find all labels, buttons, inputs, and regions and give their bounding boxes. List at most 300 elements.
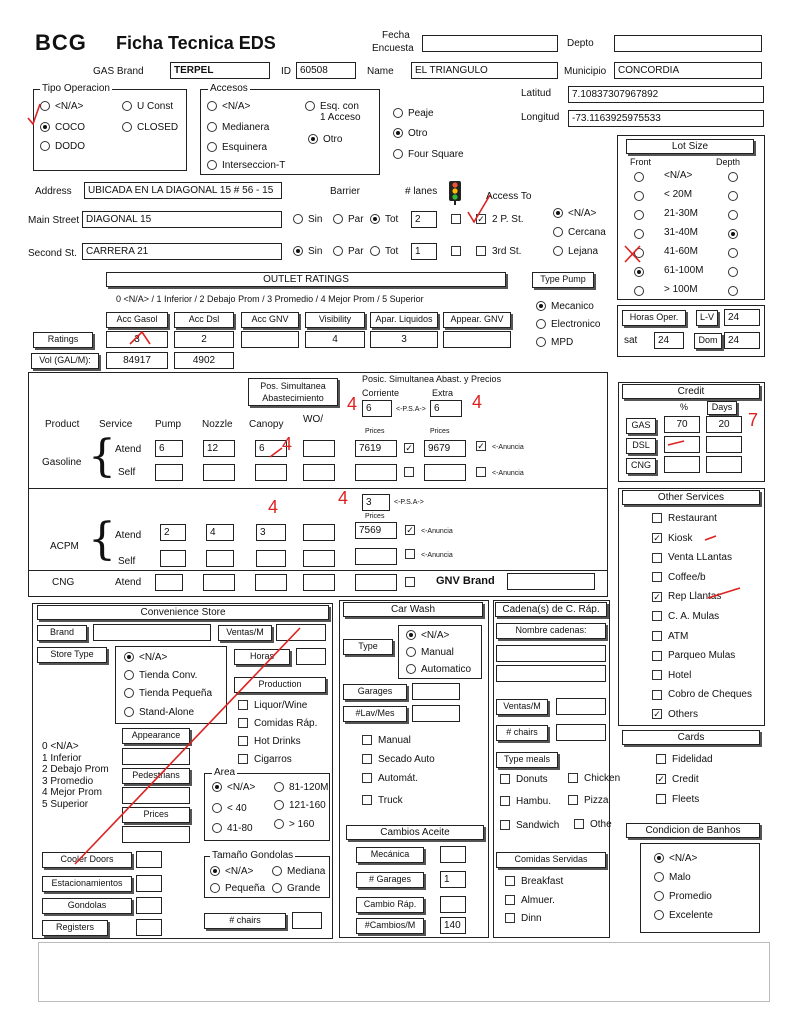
cw-secado-checkbox[interactable] [362, 754, 435, 765]
carwash-lav-field[interactable] [412, 705, 460, 722]
gas-self-canopy-field[interactable] [255, 464, 287, 481]
comida-breakfast-checkbox[interactable] [505, 876, 563, 887]
tipo-closed-radio[interactable] [122, 122, 178, 133]
gas-brand-label: GAS Brand [93, 66, 144, 77]
bcg-logo: BCG [35, 30, 87, 55]
tam-pequena-radio[interactable] [210, 883, 265, 894]
accesos-esq-radio[interactable] [305, 101, 359, 112]
access-lejana-label: Lejana [568, 246, 599, 257]
cng-wo-field[interactable] [303, 574, 335, 591]
second-sin-label: Sin [308, 246, 323, 257]
wo-header: WO/ [303, 414, 323, 425]
gas-self-pump-field[interactable] [155, 464, 183, 481]
second-tot-radio[interactable] [370, 246, 398, 257]
accesos-otro-label: Otro [323, 134, 343, 145]
service-checkbox-4[interactable] [652, 591, 721, 602]
service-check-box [652, 513, 662, 523]
banos-radio-1[interactable] [654, 872, 691, 883]
lot-depth-radio-6[interactable] [728, 286, 743, 297]
meal-chicken-label: Chicken [584, 773, 621, 784]
gondolas-label: Gondolas [42, 898, 132, 914]
area-label: Area [214, 767, 236, 778]
carwash-auto-label: Automatico [421, 664, 472, 675]
tipo-dodo-label: DODO [55, 141, 85, 152]
appearance-label: Appearance [122, 728, 190, 744]
service-check-box [652, 651, 662, 661]
tam-pequena-label: Pequeña [225, 883, 266, 894]
tipo-coco-radio[interactable] [40, 122, 85, 133]
cadena-ventas-field[interactable] [556, 698, 606, 715]
lot-front-radio-dot [634, 210, 644, 220]
service-checkbox-9[interactable] [652, 689, 752, 700]
lot-size-label-1: < 20M [664, 189, 693, 200]
access-cercana-radio[interactable] [553, 227, 606, 238]
area-na-label: <N/A> [227, 782, 256, 793]
service-checkbox-7[interactable] [652, 650, 735, 661]
gas-self-anuncia-checkbox[interactable] [476, 467, 524, 478]
vol-dsl-field[interactable]: 4902 [174, 352, 234, 369]
ink-credit-note: 7 [748, 410, 759, 430]
gas-anuncia-checkbox[interactable]: ✓ <-Anuncia [477, 441, 524, 452]
second-par-label: Par [348, 246, 364, 257]
banos-radio-3[interactable] [654, 910, 713, 921]
accesos-esquinera-radio[interactable] [207, 142, 267, 153]
cambio-rap-field[interactable] [440, 896, 466, 913]
lot-front-radio-dot [634, 229, 644, 239]
card-label-0: Fidelidad [672, 754, 713, 765]
second-lanes-field[interactable]: 1 [411, 243, 437, 260]
store-horas-field[interactable] [296, 648, 326, 665]
num-garages-field[interactable]: 1 [440, 871, 466, 888]
estacionamientos-label: Estacionamientos [42, 876, 132, 892]
cng-nozzle-field[interactable] [203, 574, 235, 591]
gas-self-anuncia-label: <-Anuncia [492, 470, 524, 477]
store-scale-2: 2 Debajo Prom [42, 764, 109, 775]
cw-secado-label: Secado Auto [378, 754, 435, 765]
carwash-na-radio[interactable] [406, 630, 449, 641]
num-cambios-field[interactable]: 140 [440, 917, 466, 934]
store-type-standalone-label: Stand-Alone [139, 707, 195, 718]
store-ventas-field[interactable] [276, 624, 326, 641]
peaje-radio[interactable] [393, 108, 434, 119]
registers-label: Registers [42, 920, 108, 936]
main-lanes-field[interactable]: 2 [411, 211, 437, 228]
gas-wo-field[interactable] [303, 440, 335, 457]
abastecimiento-text: Abastecimiento [262, 393, 324, 403]
gas-canopy-field[interactable]: 6 [255, 440, 287, 457]
gas-nozzle-field[interactable]: 12 [203, 440, 235, 457]
pump-electronico-label: Electronico [551, 319, 601, 330]
acpm-anuncia-checkbox[interactable]: ✓ <-Anuncia [406, 525, 453, 536]
fecha-label: Fecha [382, 30, 410, 41]
store-chairs-field[interactable] [292, 912, 322, 929]
peaje-otro-radio[interactable] [393, 128, 427, 139]
acpm-self-pump-field[interactable] [160, 550, 186, 567]
lot-front-radio-4[interactable] [634, 248, 649, 259]
depto-field[interactable] [614, 35, 762, 52]
acpm-price-field[interactable]: 7569 [355, 522, 397, 539]
carwash-title: Car Wash [343, 602, 483, 617]
main-barrier-checkbox[interactable] [451, 214, 467, 225]
access-na-label: <N/A> [568, 208, 597, 219]
tam-mediana-label: Mediana [287, 866, 326, 877]
rating-field-3[interactable]: 4 [305, 331, 365, 348]
gas-pump-field[interactable]: 6 [155, 440, 183, 457]
pedestrians-field[interactable] [122, 787, 190, 804]
card-checkbox-1[interactable] [656, 774, 699, 785]
area-81-120-radio[interactable] [274, 782, 328, 793]
service-header: Service [99, 419, 133, 430]
lv-field[interactable]: 24 [724, 309, 760, 326]
second-st-field[interactable]: CARRERA 21 [82, 243, 282, 260]
psa-label: <-P.S.A-> [396, 406, 426, 413]
lot-depth-radio-2[interactable] [728, 210, 743, 221]
lot-depth-radio-4[interactable] [728, 248, 743, 259]
second-st-label: Second St. [28, 248, 77, 259]
service-label-0: Restaurant [668, 513, 717, 524]
num-cambios-label: #Cambios/M [356, 918, 424, 934]
store-scale-1: 1 Inferior [42, 752, 82, 764]
service-checkbox-10[interactable] [652, 709, 698, 720]
meal-hambu-checkbox[interactable] [500, 796, 551, 807]
dom-label: Dom [694, 333, 722, 349]
cambios-aceite-title: Cambios Aceite [346, 825, 484, 840]
acpm-atend-label: Atend [115, 530, 142, 541]
tam-grande-label: Grande [287, 883, 321, 894]
acpm-self-nozzle-field[interactable] [206, 550, 234, 567]
nombre-cadenas-field-1[interactable] [496, 645, 606, 662]
fecha-encuesta-field[interactable] [422, 35, 558, 52]
cw-automat-checkbox[interactable] [362, 773, 418, 784]
type-pump-label: Type Pump [532, 272, 594, 288]
lot-front-radio-2[interactable] [634, 210, 649, 221]
four-square-radio[interactable] [393, 149, 464, 160]
cooler-doors-label: Cooler Doors [42, 852, 132, 868]
comida-dinn-label: Dinn [521, 913, 542, 924]
extra-field[interactable]: 6 [430, 400, 462, 417]
service-checkbox-6[interactable] [652, 631, 688, 642]
area-40-radio[interactable] [212, 803, 247, 814]
sat-field[interactable]: 24 [654, 332, 684, 349]
credit-days-label: Days [707, 401, 737, 415]
acpm-self-wo-field[interactable] [303, 550, 335, 567]
credit-cng-label: CNG [626, 458, 656, 474]
two-p-st-checkbox[interactable]: ✓ 2 P. St. [477, 214, 524, 225]
cng-atend-label: Atend [115, 577, 142, 588]
tipo-uconst-radio[interactable] [122, 101, 173, 112]
cng-price-field[interactable] [355, 574, 397, 591]
store-type-na-radio[interactable] [124, 652, 167, 663]
service-check-box: ✓ [653, 532, 661, 543]
lot-size-label-5: 61-100M [664, 265, 704, 276]
acpm-psa-field[interactable]: 3 [362, 494, 390, 511]
cw-truck-checkbox[interactable] [362, 795, 403, 806]
gas-self-nozzle-field[interactable] [203, 464, 235, 481]
comida-almuer-checkbox[interactable] [505, 895, 555, 906]
gas-price1-field[interactable]: 7619 [355, 440, 397, 457]
credit-cng-pct-field[interactable] [664, 456, 700, 473]
main-tot-radio[interactable] [370, 214, 398, 225]
peaje-label: Peaje [408, 108, 434, 119]
two-p-st-label: 2 P. St. [492, 214, 524, 225]
tam-grande-radio[interactable] [272, 883, 320, 894]
meal-pizza-label: Pizza [584, 795, 609, 806]
credit-gas-days-field[interactable]: 20 [706, 416, 742, 433]
cng-checkbox[interactable] [405, 577, 421, 588]
rating-field-2[interactable] [241, 331, 299, 348]
store-ventas-label: Ventas/M [218, 625, 272, 641]
gas-self-price2-field[interactable] [424, 464, 466, 481]
lanes-label: # lanes [405, 186, 438, 197]
prod-cigarros-checkbox[interactable] [238, 754, 292, 765]
meal-othe-label: Othe [590, 819, 612, 830]
meal-donuts-checkbox[interactable] [500, 774, 548, 785]
id-label: ID [281, 66, 291, 77]
name-field[interactable]: EL TRIANGULO [411, 62, 558, 79]
product-header: Product [45, 419, 80, 430]
carwash-manual-radio[interactable] [406, 647, 454, 658]
access-na-radio[interactable] [553, 208, 596, 219]
rating-field-5[interactable] [443, 331, 511, 348]
lot-front-radio-0[interactable] [634, 172, 649, 183]
extra-label: Extra [432, 388, 454, 398]
cooler-doors-field[interactable] [136, 851, 162, 868]
credit-gas-pct-field[interactable]: 70 [664, 416, 700, 433]
meal-sandwich-label: Sandwich [516, 820, 560, 831]
gasoline-label: Gasoline [42, 457, 82, 468]
carwash-auto-radio[interactable] [406, 664, 471, 675]
tam-na-radio[interactable] [210, 866, 253, 877]
service-check-box [652, 631, 662, 641]
accesos-medianera-radio[interactable] [207, 122, 269, 133]
store-horas-label: Horas [234, 649, 290, 665]
pump-electronico-radio[interactable] [536, 319, 600, 330]
gasoline-brace: { [88, 431, 116, 482]
acpm-wo-field[interactable] [303, 524, 335, 541]
address-field[interactable]: UBICADA EN LA DIAGONAL 15 # 56 - 15 [84, 182, 282, 199]
service-check-box [652, 690, 662, 700]
acpm-pump-field[interactable]: 2 [160, 524, 186, 541]
longitud-field[interactable]: -73.1163925975533 [568, 110, 764, 127]
service-checkbox-2[interactable] [652, 552, 732, 563]
gas-self-price1-field[interactable] [355, 464, 397, 481]
lot-depth-radio-0[interactable] [728, 172, 743, 183]
gas-brand-field[interactable]: TERPEL [170, 62, 270, 79]
registers-field[interactable] [136, 919, 162, 936]
service-label-5: C. A. Mulas [668, 611, 720, 622]
second-barrier-checkbox[interactable] [451, 246, 467, 257]
area-121-160-radio[interactable] [274, 800, 326, 811]
accesos-na-radio[interactable] [207, 101, 250, 112]
lot-front-radio-6[interactable] [634, 286, 649, 297]
lot-front-radio-5[interactable] [634, 267, 649, 278]
latitud-field[interactable]: 7.10837307967892 [568, 86, 764, 103]
nozzle-header: Nozzle [202, 419, 233, 430]
cw-manual-checkbox[interactable] [362, 735, 411, 746]
tam-mediana-radio[interactable] [272, 866, 325, 877]
production-label: Production [234, 677, 326, 693]
service-label-1: Kiosk [668, 532, 693, 544]
prod-cigarros-label: Cigarros [254, 754, 292, 765]
store-prices-field[interactable] [122, 826, 190, 843]
credit-dsl-days-field[interactable] [706, 436, 742, 453]
lot-depth-radio-1[interactable] [728, 191, 743, 202]
carwash-garages-field[interactable] [412, 683, 460, 700]
cng-canopy-field[interactable] [255, 574, 287, 591]
service-label-8: Hotel [668, 669, 692, 681]
pos-simultanea-label [248, 378, 338, 406]
gnv-brand-field[interactable] [507, 573, 595, 590]
pos-simultanea-text: Pos. Simultanea [260, 381, 326, 391]
notes-area[interactable] [38, 942, 770, 1002]
store-type-conv-radio[interactable] [124, 670, 197, 681]
area-41-80-radio[interactable] [212, 823, 253, 834]
cw-truck-label: Truck [378, 795, 403, 806]
prod-comidas-checkbox[interactable] [238, 718, 317, 729]
lot-front-radio-dot [634, 286, 644, 296]
corriente-field[interactable]: 6 [362, 400, 392, 417]
dom-field[interactable]: 24 [724, 332, 760, 349]
nombre-cadenas-field-2[interactable] [496, 665, 606, 682]
tamano-label: Tamaño Gondolas [212, 850, 294, 861]
outlet-col-4: Apar. Liquidos [370, 312, 438, 328]
lot-front-radio-3[interactable] [634, 229, 649, 240]
credit-cng-days-field[interactable] [706, 456, 742, 473]
service-checkbox-1[interactable] [652, 533, 692, 544]
acpm-self-label: Self [118, 556, 136, 567]
cadena-chairs-field[interactable] [556, 724, 606, 741]
pump-mpd-radio[interactable] [536, 337, 573, 348]
main-street-field[interactable]: DIAGONAL 15 [82, 211, 282, 228]
service-check-box [652, 670, 662, 680]
service-check-box [652, 572, 662, 582]
lot-depth-radio-dot [728, 172, 738, 182]
meal-chicken-checkbox[interactable] [568, 773, 620, 784]
mecanica-field[interactable] [440, 846, 466, 863]
banos-label-1: Malo [669, 872, 691, 883]
tipo-dodo-radio[interactable] [40, 141, 85, 152]
meal-pizza-checkbox[interactable] [568, 795, 608, 806]
cng-pump-field[interactable] [155, 574, 183, 591]
prod-liquor-checkbox[interactable] [238, 700, 307, 711]
outlet-col-1: Acc Dsl [174, 312, 234, 328]
area-81-120-label: 81-120M [289, 782, 329, 793]
third-st-checkbox[interactable] [476, 246, 521, 257]
meal-othe-checkbox[interactable] [574, 819, 612, 830]
rating-field-1[interactable]: 2 [174, 331, 234, 348]
store-type-standalone-radio[interactable] [124, 707, 194, 718]
service-checkbox-8[interactable] [652, 670, 691, 681]
banos-radio-2[interactable] [654, 891, 712, 902]
pump-header: Pump [155, 419, 182, 430]
access-lejana-radio[interactable] [553, 246, 598, 257]
banos-radio-0[interactable] [654, 853, 697, 864]
tipo-operacion-title: Tipo Operacion [42, 83, 110, 94]
cards-title: Cards [622, 730, 760, 745]
main-par-radio[interactable] [333, 214, 364, 225]
outlet-col-5: Appear. GNV [443, 312, 511, 328]
service-checkbox-5[interactable] [652, 611, 719, 622]
card-checkbox-2[interactable] [656, 794, 699, 805]
gas-self-price1-checkbox[interactable] [404, 467, 420, 478]
pump-mecanico-radio[interactable] [536, 301, 594, 312]
acpm-nozzle-field[interactable]: 4 [206, 524, 234, 541]
meal-hambu-label: Hambu. [516, 796, 552, 807]
outlet-col-2: Acc GNV [241, 312, 299, 328]
appearance-field[interactable] [122, 748, 190, 765]
lot-depth-radio-3[interactable] [728, 229, 743, 240]
id-field[interactable]: 60508 [296, 62, 356, 79]
comida-dinn-checkbox[interactable] [505, 913, 542, 924]
service-checkbox-3[interactable] [652, 572, 706, 583]
second-par-radio[interactable] [333, 246, 364, 257]
fuel-divider [28, 488, 608, 489]
municipio-field[interactable]: CONCORDIA [614, 62, 762, 79]
rating-field-4[interactable]: 3 [370, 331, 438, 348]
comida-almuer-label: Almuer. [521, 895, 555, 906]
acpm-self-anuncia-checkbox[interactable] [405, 549, 453, 560]
carwash-manual-label: Manual [421, 647, 454, 658]
gondolas-field[interactable] [136, 897, 162, 914]
page-title: Ficha Tecnica EDS [116, 33, 276, 53]
peaje-otro-label: Otro [408, 128, 428, 139]
service-label-2: Venta LLantas [668, 552, 732, 564]
lot-depth-radio-5[interactable] [728, 267, 743, 278]
lot-front-radio-dot [634, 267, 644, 277]
prod-hotdrinks-checkbox[interactable] [238, 736, 301, 747]
store-brand-field[interactable] [93, 624, 211, 641]
mecanica-label: Mecánica [356, 847, 424, 863]
gas-self-label: Self [118, 467, 136, 478]
vol-gasol-field[interactable]: 84917 [106, 352, 168, 369]
acpm-canopy-field[interactable]: 3 [256, 524, 286, 541]
main-tot-label: Tot [385, 214, 399, 225]
lot-front-radio-1[interactable] [634, 191, 649, 202]
card-checkbox-0[interactable] [656, 754, 713, 765]
accesos-otro-radio[interactable] [308, 134, 342, 145]
lot-depth-radio-dot [728, 210, 738, 220]
credit-dsl-label: DSL [626, 438, 656, 454]
area-na-radio[interactable] [212, 782, 255, 793]
estacionamientos-field[interactable] [136, 875, 162, 892]
acpm-self-price-field[interactable] [355, 548, 397, 565]
acpm-label: ACPM [50, 541, 79, 552]
gas-price2-field[interactable]: 9679 [424, 440, 466, 457]
canopy-header: Canopy [249, 419, 284, 430]
acpm-self-canopy-field[interactable] [256, 550, 286, 567]
prod-comidas-label: Comidas Ráp. [254, 718, 318, 729]
gas-self-wo-field[interactable] [303, 464, 335, 481]
gas-price1-checkbox[interactable]: ✓ [405, 443, 413, 454]
tipo-na-radio[interactable] [40, 101, 83, 112]
accesos-interseccion-radio[interactable] [207, 160, 285, 171]
rating-field-0[interactable]: 3 [106, 331, 168, 348]
vol-label: Vol (GAL/M): [31, 353, 99, 369]
area-40-label: < 40 [227, 803, 247, 814]
credit-dsl-pct-field[interactable] [664, 436, 700, 453]
store-type-pequena-radio[interactable] [124, 688, 212, 699]
address-label: Address [35, 186, 72, 197]
main-street-label: Main Street [28, 215, 80, 226]
meal-sandwich-checkbox[interactable] [500, 820, 559, 831]
second-sin-radio[interactable] [293, 246, 322, 257]
latitud-label: Latitud [521, 88, 552, 99]
area-160-radio[interactable] [274, 819, 314, 830]
service-checkbox-0[interactable] [652, 513, 717, 524]
pedestrians-label: Pedestrians [122, 768, 190, 784]
main-sin-radio[interactable] [293, 214, 322, 225]
store-title: Convenience Store [37, 605, 329, 620]
